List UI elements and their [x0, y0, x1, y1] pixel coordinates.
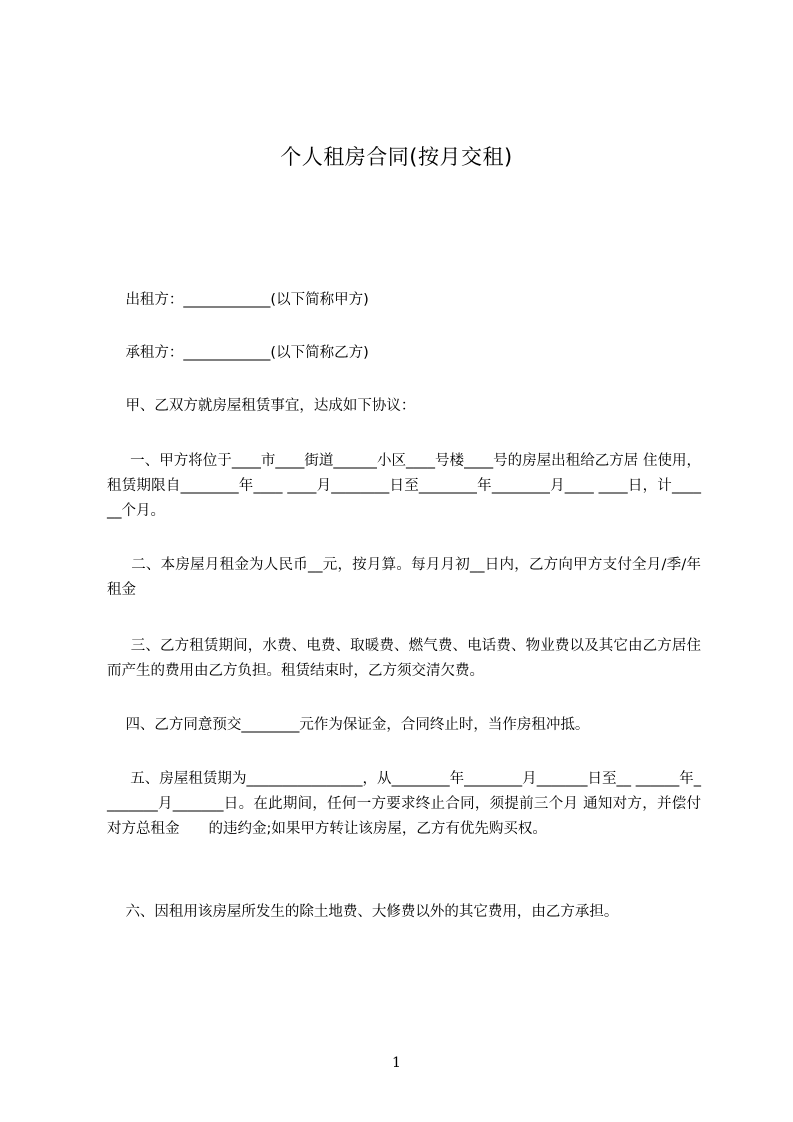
clause-6: 六、因租用该房屋所发生的除土地费、大修费以外的其它费用，由乙方承担。 — [107, 904, 619, 920]
paragraph-lessor: 出租方：____________(以下简称甲方) — [107, 292, 369, 308]
paragraph-agreement-intro: 甲、乙双方就房屋租赁事宜，达成如下协议： — [107, 398, 416, 414]
clause-5: 五、房屋租赁期为________________，从________年________月_______日至__ ______年________月_______日。在此期间，任何一方要求终止合同，须提前三个月 通知对方，并偿付对方总租金 的违约金;如果甲方转让该房屋，乙方有优先购买权。 — [107, 771, 702, 837]
clause-2: 二、本房屋月租金为人民币__元，按月算。每月月初__日内，乙方向甲方支付全月/季/年租金 — [107, 557, 701, 598]
clause-4: 四、乙方同意预交________元作为保证金，合同终止时，当作房租冲抵。 — [107, 717, 590, 733]
clause-1: 一、甲方将位于____市____街道______小区____号楼____号的房屋出租给乙方居 住使用，租赁期限自________年____ ____月________日至________年________月____ ____日，计______个月。 — [107, 453, 702, 519]
page-title: 个人租房合同(按月交租) — [280, 145, 513, 169]
paragraph-lessee: 承租方：____________(以下简称乙方) — [107, 345, 369, 361]
page-number: 1 — [392, 1055, 401, 1071]
clause-3: 三、乙方租赁期间，水费、电费、取暖费、燃气费、电话费、物业费以及其它由乙方居住而产生的费用由乙方负担。租赁结束时，乙方须交清欠费。 — [107, 638, 702, 679]
